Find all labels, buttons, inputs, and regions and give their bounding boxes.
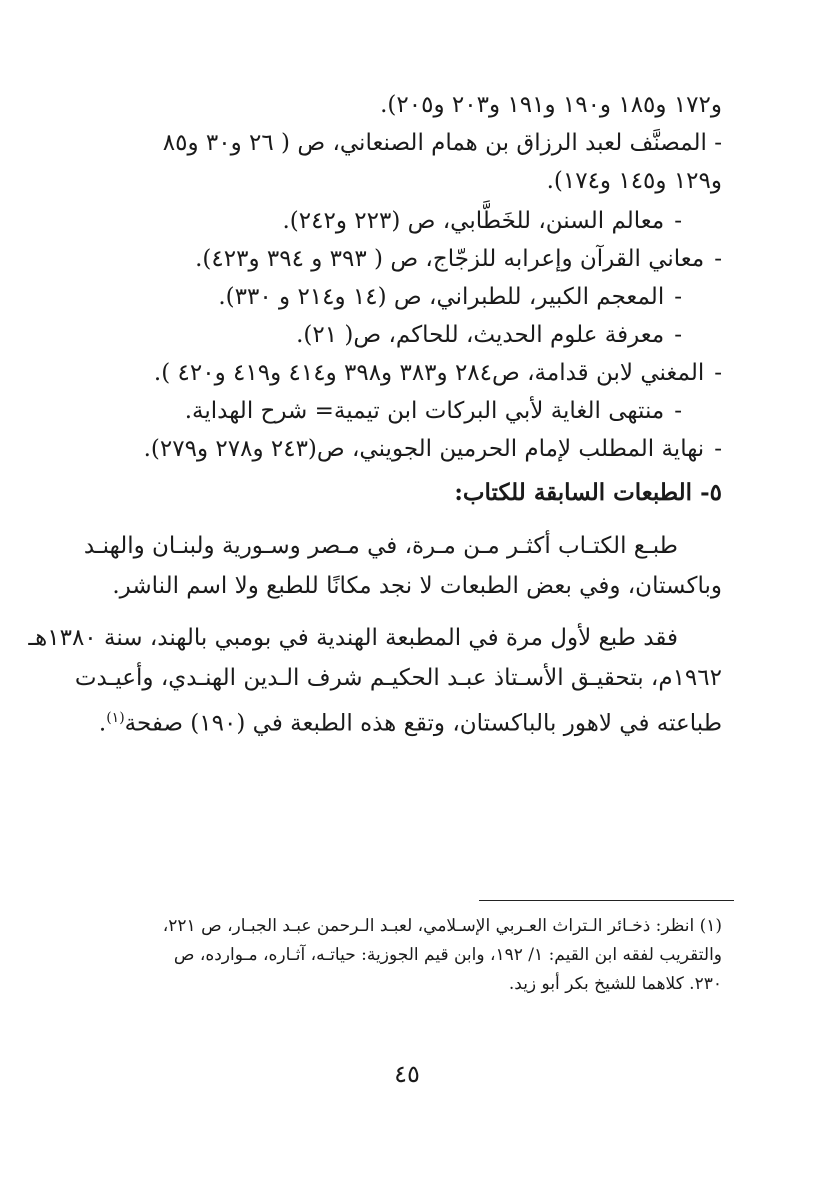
footnote-line: (١) انظر: ذخـائر الـتراث العـربي الإسـلامي، لعبـد الـرحمن عبـد الجبـار، ص ٢٢١،: [162, 916, 722, 936]
bullet-item: [82, 316, 722, 354]
paragraph-editions: [82, 526, 722, 606]
section-heading: ٥- الطبعات السابقة للكتاب:: [454, 479, 722, 506]
bullet-dash: -: [674, 284, 682, 310]
bullet-item: [82, 430, 722, 468]
bullet-item: [82, 240, 722, 278]
bullet-text: معرفة علوم الحديث، للحاكم، ص( ٢١).: [296, 322, 665, 348]
bullet-item: [82, 392, 722, 430]
footnote-separator: [479, 900, 734, 901]
bullet-text: المغني لابن قدامة، ص٢٨٤ و٣٨٣ و٣٩٨ و٤١٤ و٤١٩ و٤٢٠ ).: [153, 360, 705, 386]
bullet-item: [82, 354, 722, 392]
bullet-dash: -: [714, 436, 722, 462]
page-number: ٤٥: [394, 1060, 420, 1088]
bullet-text: معالم السنن، للخَطَّابي، ص (٢٢٣ و٢٤٢).: [282, 208, 665, 234]
bullet-item: [82, 278, 722, 316]
main-text: [28, 86, 722, 756]
bullet-dash: -: [714, 360, 722, 386]
bullet-text: معاني القرآن وإعرابه للزجّاج، ص ( ٣٩٣ و ٣٩٤ و٤٢٣).: [195, 246, 705, 272]
paragraph-line: فقد طبع لأول مرة في المطبعة الهندية في بومبي بالهند، سنة ١٣٨٠هـ: [28, 625, 678, 651]
footnote-line: والتقريب لفقه ابن القيم: ١/ ١٩٢، وابن قيم الجوزية: حياتـه، آثـاره، مـوارده، ص: [173, 945, 722, 965]
paragraph-line: طبـع الكتـاب أكثـر مـن مـرة، في مـصر وسـورية ولبنـان والهنـد: [83, 533, 678, 559]
continuation-line: و١٧٢ و١٨٥ و١٩٠ و١٩١ و٢٠٣ و٢٠٥).: [380, 92, 722, 118]
paragraph-line-text: طباعته في لاهور بالباكستان، وتقع هذه الطبعة في (١٩٠) صفحة: [124, 710, 722, 737]
musannaf-entry-line: - المصنَّف لعبد الرزاق بن همام الصنعاني، ص ( ٢٦ و٣٠ و٨٥: [162, 130, 722, 156]
paragraph-line: وباكستان، وفي بعض الطبعات لا نجد مكانًا للطبع ولا اسم الناشر.: [112, 573, 722, 599]
bullet-text: منتهى الغاية لأبي البركات ابن تيمية= شرح الهداية.: [184, 398, 665, 424]
paragraph-line-end: .: [98, 710, 107, 737]
bullet-dash: -: [674, 322, 682, 348]
paragraph-first-edition: [28, 618, 722, 744]
paragraph-line-with-footnote: [82, 698, 722, 744]
footnote-line: ٢٣٠. كلاهما للشيخ بكر أبو زيد.: [508, 974, 722, 994]
bullet-dash: -: [674, 398, 682, 424]
footnote-reference[interactable]: (١): [106, 710, 125, 726]
bullet-item: [82, 202, 722, 240]
bullet-dash: -: [714, 246, 722, 272]
bullet-dash: -: [674, 208, 682, 234]
bullet-text: المعجم الكبير، للطبراني، ص (١٤ و٢١٤ و ٣٣٠).: [218, 284, 665, 310]
musannaf-entry-line-continued: و١٢٩ و١٤٥ و١٧٤).: [546, 168, 722, 194]
footnote: [82, 912, 722, 999]
bullet-text: نهاية المطلب لإمام الحرمين الجويني، ص(٢٤٣ و٢٧٨ و٢٧٩).: [143, 436, 705, 462]
paragraph-line: ١٩٦٢م، بتحقيـق الأسـتاذ عبـد الحكيـم شرف الـدين الهنـدي، وأعيـدت: [74, 665, 722, 691]
